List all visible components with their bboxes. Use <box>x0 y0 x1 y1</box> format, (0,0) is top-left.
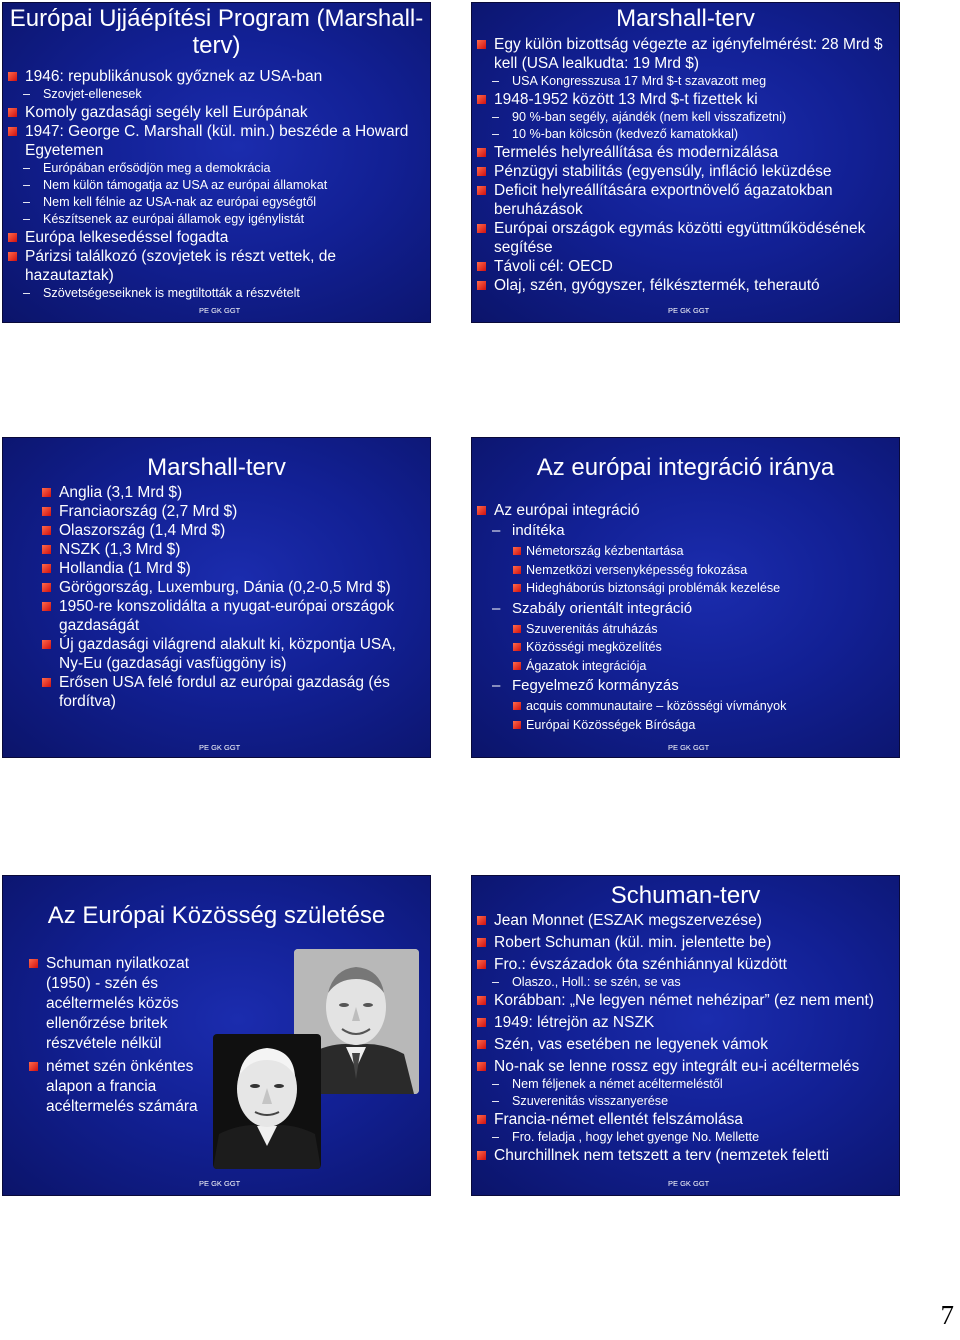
bullet-item: 1947: George C. Marshall (kül. min.) beszéde a Howard Egyetemen <box>25 122 422 160</box>
bullet-item: Francia-német ellentét felszámolása <box>494 1110 891 1129</box>
slide-title: Az Európai Közösség születése <box>47 902 386 929</box>
sub-item: – Nem kell félnie az USA-nak az európai egységtől <box>23 195 317 209</box>
slide-title: Európai Ujjáépítési Program (Marshall-terv) <box>9 5 424 59</box>
sub-sub-item: Németország kézbentartása <box>526 542 891 561</box>
sub-item: – 90 %-ban segély, ajándék (nem kell visszafizetni) <box>492 110 787 124</box>
slide-2 <box>471 2 900 323</box>
slide-6 <box>471 875 900 1196</box>
sub-sub-item: Közösségi megközelítés <box>526 638 891 657</box>
bullet-item: 1948-1952 között 13 Mrd $-t fizettek ki <box>494 90 891 109</box>
bullet-item: 1950-re konszolidálta a nyugat-európai országok gazdaságát <box>59 597 414 635</box>
bullet-item: német szén önkéntes alapon a francia acéltermelés számára <box>46 1057 210 1117</box>
slide-footer: PE GK GGT <box>668 306 710 315</box>
sub-item: – Olaszo., Holl.: se szén, se vas <box>492 975 681 989</box>
sub-item: – Fegyelmező kormányzás <box>492 677 679 694</box>
bullet-item: Egy külön bizottság végezte az igényfelmérést: 28 Mrd $ kell (USA lealkudta: 19 Mrd $) <box>494 35 891 73</box>
slide-3 <box>2 437 431 758</box>
sub-sub-item: Nemzetközi versenyképesség fokozása <box>526 561 891 580</box>
bullet-item: Churchillnek nem tetszett a terv (nemzetek feletti <box>494 1146 891 1165</box>
slide-footer: PE GK GGT <box>668 743 710 752</box>
sub-item: – Európában erősödjön meg a demokrácia <box>23 161 271 175</box>
slide-content <box>494 501 891 734</box>
portrait-photo-left <box>213 1034 321 1169</box>
sub-item: – indítéka <box>492 522 565 539</box>
sub-item: – Szovjet-ellenesek <box>23 87 142 101</box>
bullet-item: Deficit helyreállítására exportnövelő ágazatokban beruházások <box>494 181 891 219</box>
slide-footer: PE GK GGT <box>668 1179 710 1188</box>
sub-sub-item: Európai Közösségek Bírósága <box>526 716 891 735</box>
bullet-item: Franciaország (2,7 Mrd $) <box>59 502 414 521</box>
sub-item: – USA Kongresszusa 17 Mrd $-t szavazott meg <box>492 74 767 88</box>
bullet-item: Anglia (3,1 Mrd $) <box>59 483 414 502</box>
sub-item: – Készítsenek az európai államok egy igénylistát <box>23 212 305 226</box>
page-number: 7 <box>940 1300 954 1330</box>
bullet-item: Schuman nyilatkozat (1950) - szén és acéltermelés közös ellenőrzése britek részvétele nélkül <box>46 954 210 1054</box>
slide-footer: PE GK GGT <box>199 306 241 315</box>
slide-content <box>494 911 891 1165</box>
slide-5 <box>2 875 431 1196</box>
slide-content <box>494 35 891 295</box>
bullet-item: Olaj, szén, gyógyszer, félkésztermék, teherautó <box>494 276 891 295</box>
slide-content <box>59 483 414 711</box>
bullet-item: Erősen USA felé fordul az európai gazdaság (és fordítva) <box>59 673 414 711</box>
slide-footer: PE GK GGT <box>199 1179 241 1188</box>
bullet-item: Jean Monnet (ESZAK megszervezése) <box>494 911 891 930</box>
bullet-item: Hollandia (1 Mrd $) <box>59 559 414 578</box>
bullet-item: No-nak se lenne rossz egy integrált eu-i acéltermelés <box>494 1057 891 1076</box>
bullet-item: Európai országok egymás közötti együttműködésének segítése <box>494 219 891 257</box>
bullet-item: NSZK (1,3 Mrd $) <box>59 540 414 559</box>
bullet-item: Olaszország (1,4 Mrd $) <box>59 521 414 540</box>
bullet-item: Korábban: „Ne legyen német nehézipar” (ez nem ment) <box>494 991 891 1010</box>
sub-item: – Szuverenitás visszanyerése <box>492 1094 669 1108</box>
bullet-item: 1949: létrejön az NSZK <box>494 1013 891 1032</box>
bullet-item: Új gazdasági világrend alakult ki, központja USA, Ny-Eu (gazdasági vasfüggöny is) <box>59 635 414 673</box>
sub-sub-item: Ágazatok integrációja <box>526 657 891 676</box>
slide-footer: PE GK GGT <box>199 743 241 752</box>
bullet-item: Robert Schuman (kül. min. jelentette be) <box>494 933 891 952</box>
sub-item: – 10 %-ban kölcsön (kedvező kamatokkal) <box>492 127 739 141</box>
sub-item: – Szabály orientált integráció <box>492 599 693 617</box>
slide-title: Marshall-terv <box>147 454 286 481</box>
slide-content <box>25 67 422 302</box>
bullet-item: Az európai integráció <box>494 501 891 520</box>
bullet-item: Európa lelkesedéssel fogadta <box>25 228 422 247</box>
bullet-item: Komoly gazdasági segély kell Európának <box>25 103 422 122</box>
bullet-item: Görögország, Luxemburg, Dánia (0,2-0,5 Mrd $) <box>59 578 414 597</box>
sub-sub-item: Hidegháborús biztonsági problémák kezelése <box>526 579 891 598</box>
bullet-item: Párizsi találkozó (szovjetek is részt vettek, de hazautaztak) <box>25 247 422 285</box>
slide-title: Marshall-terv <box>616 5 755 32</box>
sub-item: – Szövetségeseiknek is megtiltották a részvételt <box>23 286 300 300</box>
slide-1 <box>2 2 431 323</box>
bullet-item: Fro.: évszázadok óta szénhiánnyal küzdött <box>494 955 891 974</box>
bullet-item: Pénzügyi stabilitás (egyensúly, infláció leküzdése <box>494 162 891 181</box>
slide-title: Schuman-terv <box>610 882 761 909</box>
bullet-item: Termelés helyreállítása és modernizálása <box>494 143 891 162</box>
sub-item: – Nem külön támogatja az USA az európai államokat <box>23 178 328 192</box>
sub-item: – Nem féljenek a német acéltermeléstől <box>492 1077 723 1091</box>
slide-4 <box>471 437 900 758</box>
slide-content <box>46 954 210 1117</box>
slide-title: Az európai integráció iránya <box>536 454 835 481</box>
sub-sub-item: Szuverenitás átruházás <box>526 620 891 639</box>
bullet-item: Szén, vas esetében ne legyenek vámok <box>494 1035 891 1054</box>
bullet-item: 1946: republikánusok győznek az USA-ban <box>25 67 422 86</box>
sub-sub-item: acquis communautaire – közösségi vívmányok <box>526 697 891 716</box>
bullet-item: Távoli cél: OECD <box>494 257 891 276</box>
sub-item: – Fro. feladja , hogy lehet gyenge No. Mellette <box>492 1130 760 1144</box>
